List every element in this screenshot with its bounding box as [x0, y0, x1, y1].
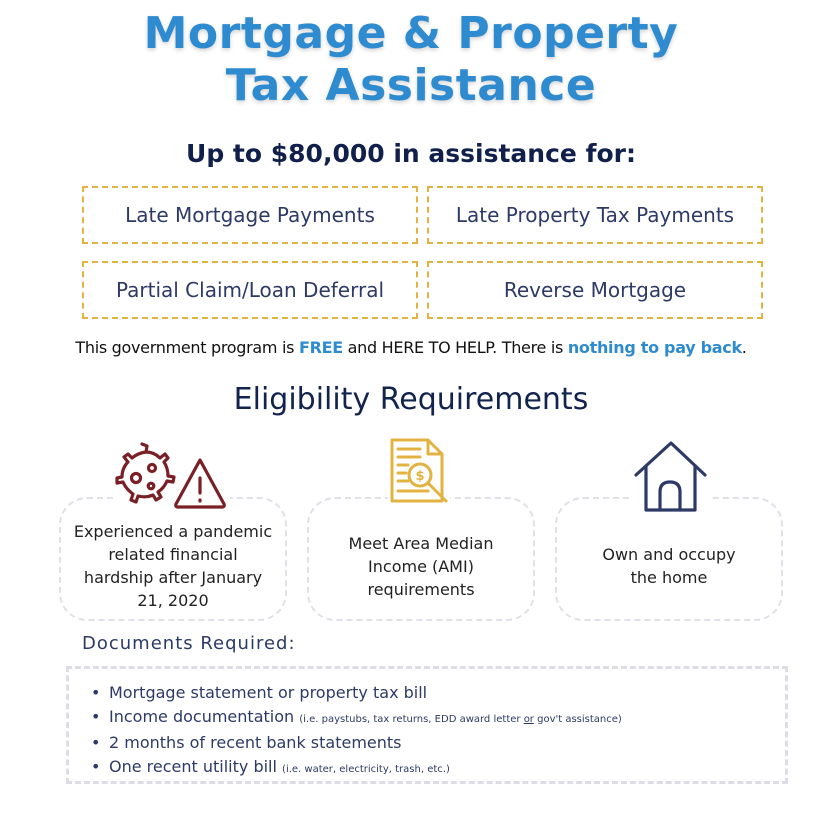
eligibility-card-hardship — [59, 497, 287, 621]
virus-warning-icon — [114, 440, 230, 512]
eligibility-text: Meet Area Median Income (AMI) requirements — [348, 533, 494, 599]
eligibility-card-own-home — [555, 497, 783, 621]
program-note — [0, 338, 822, 357]
assistance-box-late-mortgage — [82, 186, 418, 244]
page-title-line-2: Tax Assistance — [225, 60, 597, 111]
note-text: This government program is — [75, 338, 299, 357]
note-text: gov't assistance) — [533, 713, 622, 725]
documents-box — [66, 666, 788, 784]
assistance-label: Partial Claim/Loan Deferral — [115, 278, 385, 302]
document-item — [91, 755, 785, 782]
eligibility-title: Eligibility Requirements — [233, 382, 589, 417]
document-item — [91, 681, 785, 705]
document-note — [299, 714, 622, 725]
eligibility-text: Experienced a pandemic related financial hardship after January 21, 2020 — [73, 522, 273, 610]
assistance-box-partial-claim — [82, 261, 418, 319]
assistance-label: Late Property Tax Payments — [455, 203, 735, 227]
svg-text:$: $ — [415, 469, 425, 484]
document-item — [91, 705, 785, 732]
note-highlight-payback: nothing to pay back — [567, 338, 742, 357]
note-text: and HERE TO HELP. There is — [342, 338, 568, 357]
document-main: Mortgage statement or property tax bill — [109, 683, 428, 702]
assistance-label: Reverse Mortgage — [503, 278, 687, 302]
document-note: (i.e. water, electricity, trash, etc.) — [282, 763, 450, 775]
documents-title: Documents Required: — [82, 633, 296, 654]
eligibility-card-income — [307, 497, 535, 621]
assistance-box-late-property-tax — [427, 186, 763, 244]
eligibility-text: Own and occupy the home — [602, 545, 736, 587]
document-item — [91, 731, 785, 755]
document-main: 2 months of recent bank statements — [109, 733, 402, 752]
page-title-line-1: Mortgage & Property — [143, 8, 679, 59]
note-underlined: or — [523, 713, 534, 725]
income-document-icon — [388, 437, 450, 505]
house-icon — [633, 440, 709, 512]
document-main: Income documentation — [109, 706, 295, 726]
assistance-box-reverse-mortgage — [427, 261, 763, 319]
note-text: (i.e. paystubs, tax returns, EDD award letter — [299, 713, 524, 725]
note-highlight-free: FREE — [298, 338, 343, 357]
documents-list — [91, 681, 785, 781]
document-main: One recent utility bill — [109, 756, 277, 776]
assistance-label: Late Mortgage Payments — [125, 203, 375, 227]
assistance-subtitle: Up to $80,000 in assistance for: — [186, 139, 636, 168]
note-text: . — [741, 338, 747, 357]
